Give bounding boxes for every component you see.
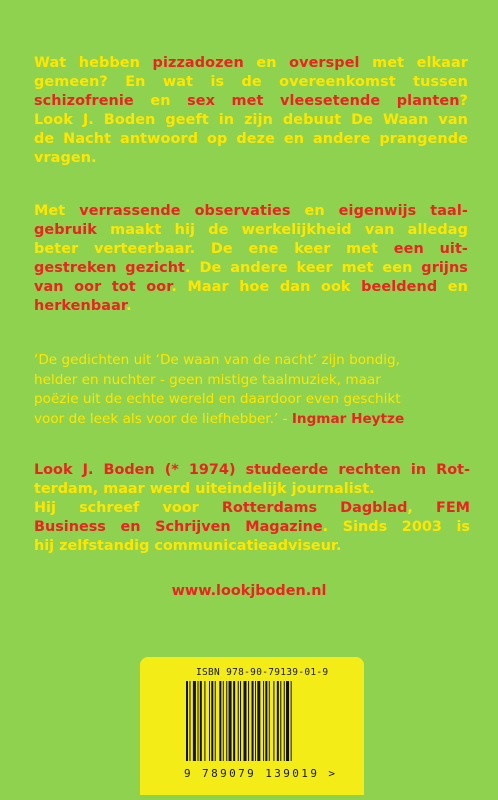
barcode-bar [211, 681, 213, 761]
author-bio [34, 461, 470, 556]
blurb2-line [34, 278, 468, 297]
barcode-bar [226, 681, 227, 761]
blurb-paragraph-2 [34, 202, 468, 316]
blurb1-text: schizofrenie [34, 93, 134, 109]
blurb2-text: maakt hij de werkelijkheid van alledag [96, 222, 468, 238]
barcode-bar [263, 681, 264, 761]
blurb2-line [34, 259, 468, 278]
blurb1-line [34, 54, 468, 73]
blurb2-text: gestreken gezicht [34, 260, 186, 276]
barcode-bar [215, 681, 216, 761]
barcode-bar [265, 681, 267, 761]
blurb2-text: grijns [421, 260, 468, 276]
barcode-bar [273, 681, 274, 761]
bio-text: Look J. Boden (* 1974) studeerde rechten in Rot- [34, 462, 470, 478]
barcode-bar [284, 681, 285, 761]
quote-text: helder en nuchter - geen mistige taalmuziek, maar [34, 371, 381, 388]
barcode-bar [200, 681, 202, 761]
barcode-bar [198, 681, 199, 761]
blurb1-text: gemeen? En wat is de overeenkomst tussen [34, 74, 468, 90]
bio-line [34, 499, 470, 518]
quote-line [34, 371, 470, 391]
blurb2-text: . Maar hoe dan ook [171, 279, 362, 295]
barcode-bar [257, 681, 260, 761]
barcode-bar [223, 681, 224, 761]
bio-text: Rotterdams Dagblad [221, 500, 408, 516]
blurb1-text: Wat hebben [34, 55, 153, 71]
blurb1-text: sex met vleesetende planten [187, 93, 460, 109]
blurb1-line [34, 130, 468, 149]
quote-text: Ingmar Heytze [291, 410, 405, 427]
blurb2-line [34, 221, 468, 240]
barcode-bar [252, 681, 254, 761]
barcode-bar [269, 681, 270, 761]
blurb1-text: Look J. Boden geeft in zijn debuut De Waan van [34, 112, 468, 128]
bio-text: hij zelfstandig communicatieadviseur. [34, 538, 342, 554]
barcode-bar [209, 681, 210, 761]
barcode-bar [240, 681, 241, 761]
blurb1-text: pizzadozen [152, 55, 244, 71]
bio-line [34, 480, 470, 499]
quote-text: voor de leek als voor de liefhebber.’ - [34, 410, 292, 427]
blurb1-line [34, 111, 468, 130]
barcode-bar [193, 681, 196, 761]
bio-text: Business en Schrijven Magazine [34, 519, 323, 535]
barcode-bar [189, 681, 190, 761]
blurb2-line [34, 297, 468, 316]
quote-line [34, 410, 470, 430]
bio-line [34, 537, 470, 556]
barcode-bar [277, 681, 279, 761]
blurb2-text: verrassende observaties [79, 203, 291, 219]
blurb-paragraph-1 [34, 54, 468, 168]
bio-text: . Sinds 2003 is [322, 519, 470, 535]
bio-text: FEM [436, 500, 470, 516]
blurb1-line [34, 92, 468, 111]
blurb1-text: overspel [289, 55, 360, 71]
bio-text: Hij schreef voor [34, 500, 222, 516]
bio-text: terdam, maar werd uiteindelijk journalist. [34, 481, 375, 497]
barcode-bar [229, 681, 232, 761]
barcode-bar [280, 681, 281, 761]
isbn-label: ISBN 978-90-79139-01-9 [196, 667, 329, 678]
quote-line [34, 351, 470, 371]
blurb2-text: herkenbaar [34, 298, 127, 314]
blurb2-text: gebruik [34, 222, 97, 238]
blurb2-text: . De andere keer met een [185, 260, 422, 276]
bio-line [34, 518, 470, 537]
barcode-bar [286, 681, 289, 761]
bio-text: , [407, 500, 436, 516]
blurb2-text: beeldend [361, 279, 438, 295]
blurb1-line [34, 73, 468, 92]
barcode-bar [186, 681, 188, 761]
bio-line [34, 461, 470, 480]
barcode-bar [244, 681, 247, 761]
blurb1-text: en [243, 55, 290, 71]
barcode-bar [219, 681, 221, 761]
blurb1-line [34, 149, 468, 168]
quote-text: ‘De gedichten uit ‘De waan van de nacht’ zijn bondig, [34, 352, 400, 368]
barcode-bar [238, 681, 239, 761]
review-quote [34, 351, 470, 429]
blurb1-text: ? [459, 93, 468, 109]
blurb2-text: beter verteerbaar. De ene keer met [34, 241, 394, 257]
barcode-bar [248, 681, 249, 761]
barcode-bar [233, 681, 235, 761]
blurb2-text: een uit- [393, 241, 468, 257]
blurb2-text: van oor tot oor [34, 279, 172, 295]
blurb2-text: . [126, 298, 132, 314]
blurb2-text: eigenwijs taal- [338, 203, 468, 219]
blurb2-line [34, 240, 468, 259]
barcode-digits: 9 789079 139019 > [184, 767, 338, 780]
blurb1-text: de Nacht antwoord op deze en andere prangende [34, 131, 468, 147]
blurb2-line [34, 202, 468, 221]
barcode-area [140, 657, 364, 795]
blurb1-text: met elkaar [359, 55, 468, 71]
barcode-bar [291, 681, 292, 761]
author-website: www.lookjboden.nl [171, 583, 327, 599]
barcode-bar [255, 681, 256, 761]
blurb2-text: en [290, 203, 339, 219]
quote-text: poëzie uit de echte wereld en daardoor even geschikt [34, 391, 401, 407]
quote-line [34, 390, 470, 410]
barcode-bar [204, 681, 205, 761]
blurb1-text: vragen. [34, 150, 97, 166]
blurb1-text: en [133, 93, 188, 109]
barcode-icon [186, 681, 320, 767]
blurb2-text: en [437, 279, 468, 295]
blurb2-text: Met [34, 203, 80, 219]
